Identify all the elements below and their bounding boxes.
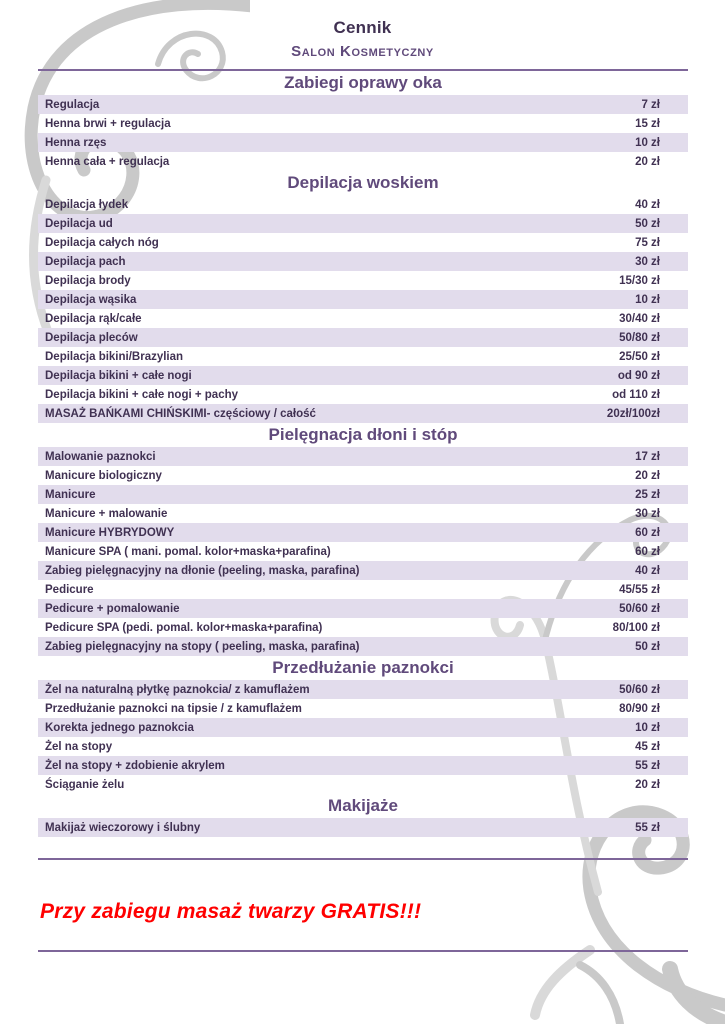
price-row-label: Depilacja łydek	[45, 198, 129, 211]
price-row-price: 50/60 zł	[619, 683, 660, 696]
price-row-price: 20 zł	[635, 778, 660, 791]
price-row-price: 20zł/100zł	[606, 407, 660, 420]
price-row-label: Manicure HYBRYDOWY	[45, 526, 175, 539]
price-row-label: Depilacja całych nóg	[45, 236, 159, 249]
price-row	[38, 290, 688, 309]
price-table	[38, 71, 688, 837]
price-row-price: 60 zł	[635, 526, 660, 539]
price-row-label: Korekta jednego paznokcia	[45, 721, 194, 734]
price-row-label: Depilacja bikini/Brazylian	[45, 350, 184, 363]
price-row-price: 30 zł	[635, 255, 660, 268]
price-row-label: Depilacja ud	[45, 217, 113, 230]
price-row-label: Manicure + malowanie	[45, 507, 168, 520]
section-title: Depilacja woskiem	[287, 173, 439, 192]
price-row-price: 50 zł	[635, 640, 660, 653]
price-row	[38, 680, 688, 699]
price-row-price: od 110 zł	[612, 388, 660, 401]
price-row	[38, 404, 688, 423]
price-row	[38, 271, 688, 290]
price-row	[38, 580, 688, 599]
price-row	[38, 152, 688, 171]
price-row-price: 10 zł	[635, 721, 660, 734]
price-row-price: 75 zł	[635, 236, 660, 249]
price-row	[38, 618, 688, 637]
price-row	[38, 504, 688, 523]
price-row	[38, 133, 688, 152]
price-row-label: Depilacja pach	[45, 255, 126, 268]
price-row	[38, 309, 688, 328]
price-row-label: Żel na stopy	[45, 740, 113, 753]
price-row-price: 45/55 zł	[619, 583, 660, 596]
page-subtitle: Salon Kosmetyczny	[291, 43, 434, 60]
price-row	[38, 366, 688, 385]
price-row	[38, 233, 688, 252]
price-row-price: 55 zł	[635, 821, 660, 834]
price-row-label: Manicure biologiczny	[45, 469, 162, 482]
price-row	[38, 485, 688, 504]
price-row-label: Depilacja wąsika	[45, 293, 137, 306]
price-row	[38, 523, 688, 542]
price-row-price: 15/30 zł	[619, 274, 660, 287]
price-row-label: Henna brwi + regulacja	[45, 117, 171, 130]
price-row-price: 80/90 zł	[619, 702, 660, 715]
price-row-label: Depilacja brody	[45, 274, 131, 287]
price-row-price: 55 zł	[635, 759, 660, 772]
price-row	[38, 214, 688, 233]
price-row	[38, 195, 688, 214]
price-row-price: 10 zł	[635, 136, 660, 149]
price-row-price: 50/60 zł	[619, 602, 660, 615]
price-row	[38, 385, 688, 404]
price-row-label: Henna cała + regulacja	[45, 155, 170, 168]
price-row-price: 40 zł	[635, 198, 660, 211]
price-row-price: 30/40 zł	[619, 312, 660, 325]
promo-text: Przy zabiegu masaż twarzy GRATIS!!!	[40, 900, 422, 923]
price-row-price: 45 zł	[635, 740, 660, 753]
price-row-price: 15 zł	[635, 117, 660, 130]
price-row	[38, 542, 688, 561]
price-row-price: 30 zł	[635, 507, 660, 520]
price-row	[38, 737, 688, 756]
price-row-label: Manicure SPA ( mani. pomal. kolor+maska+parafina)	[45, 545, 331, 558]
price-row	[38, 699, 688, 718]
price-row-label: Pedicure + pomalowanie	[45, 602, 180, 615]
divider-after-table	[38, 858, 688, 860]
price-row-price: 50 zł	[635, 217, 660, 230]
price-row	[38, 561, 688, 580]
price-row-label: Przedłużanie paznokci na tipsie / z kamuflażem	[45, 702, 302, 715]
divider-bottom	[38, 950, 688, 952]
section-title: Przedłużanie paznokci	[272, 658, 454, 677]
section-title: Makijaże	[328, 796, 398, 815]
price-row-label: Regulacja	[45, 98, 100, 111]
price-row	[38, 347, 688, 366]
price-row	[38, 252, 688, 271]
price-row	[38, 95, 688, 114]
price-row-price: 50/80 zł	[619, 331, 660, 344]
price-row	[38, 114, 688, 133]
price-row-label: Manicure	[45, 488, 96, 501]
price-row	[38, 328, 688, 347]
price-row-label: Depilacja pleców	[45, 331, 138, 344]
price-row	[38, 447, 688, 466]
price-row-label: Pedicure	[45, 583, 94, 596]
page-title: Cennik	[333, 18, 392, 37]
price-row-label: Żel na naturalną płytkę paznokcia/ z kamuflażem	[45, 683, 310, 696]
price-row-price: 40 zł	[635, 564, 660, 577]
price-row-label: Depilacja bikini + całe nogi	[45, 369, 192, 382]
price-row-label: Malowanie paznokci	[45, 450, 156, 463]
price-row-price: 10 zł	[635, 293, 660, 306]
price-row-label: Zabieg pielęgnacyjny na stopy ( peeling, maska, parafina)	[45, 640, 360, 653]
price-row-label: Henna rzęs	[45, 136, 107, 149]
price-row	[38, 599, 688, 618]
price-row-price: 20 zł	[635, 155, 660, 168]
price-row	[38, 466, 688, 485]
price-row-price: od 90 zł	[617, 369, 660, 382]
price-row-price: 60 zł	[635, 545, 660, 558]
price-row-label: Depilacja rąk/całe	[45, 312, 142, 325]
price-row-label: Depilacja bikini + całe nogi + pachy	[45, 388, 239, 401]
price-row-price: 25/50 zł	[619, 350, 660, 363]
price-row-label: Makijaż wieczorowy i ślubny	[45, 821, 201, 834]
document-header	[0, 0, 725, 60]
price-row-label: Ściąganie żelu	[45, 778, 125, 791]
price-row	[38, 775, 688, 794]
price-row	[38, 818, 688, 837]
price-row-price: 25 zł	[635, 488, 660, 501]
price-row-price: 17 zł	[635, 450, 660, 463]
price-row	[38, 718, 688, 737]
price-row-label: MASAŻ BAŃKAMI CHIŃSKIMI- częściowy / całość	[45, 407, 316, 420]
section-title: Pielęgnacja dłoni i stóp	[268, 425, 458, 444]
price-row-price: 20 zł	[635, 469, 660, 482]
price-row-price: 7 zł	[641, 98, 660, 111]
price-row-price: 80/100 zł	[612, 621, 660, 634]
price-row-label: Żel na stopy + zdobienie akrylem	[45, 759, 225, 772]
price-row	[38, 637, 688, 656]
price-row-label: Pedicure SPA (pedi. pomal. kolor+maska+parafina)	[45, 621, 323, 634]
price-row	[38, 756, 688, 775]
price-row-label: Zabieg pielęgnacyjny na dłonie (peeling, maska, parafina)	[45, 564, 360, 577]
section-title: Zabiegi oprawy oka	[284, 73, 442, 92]
